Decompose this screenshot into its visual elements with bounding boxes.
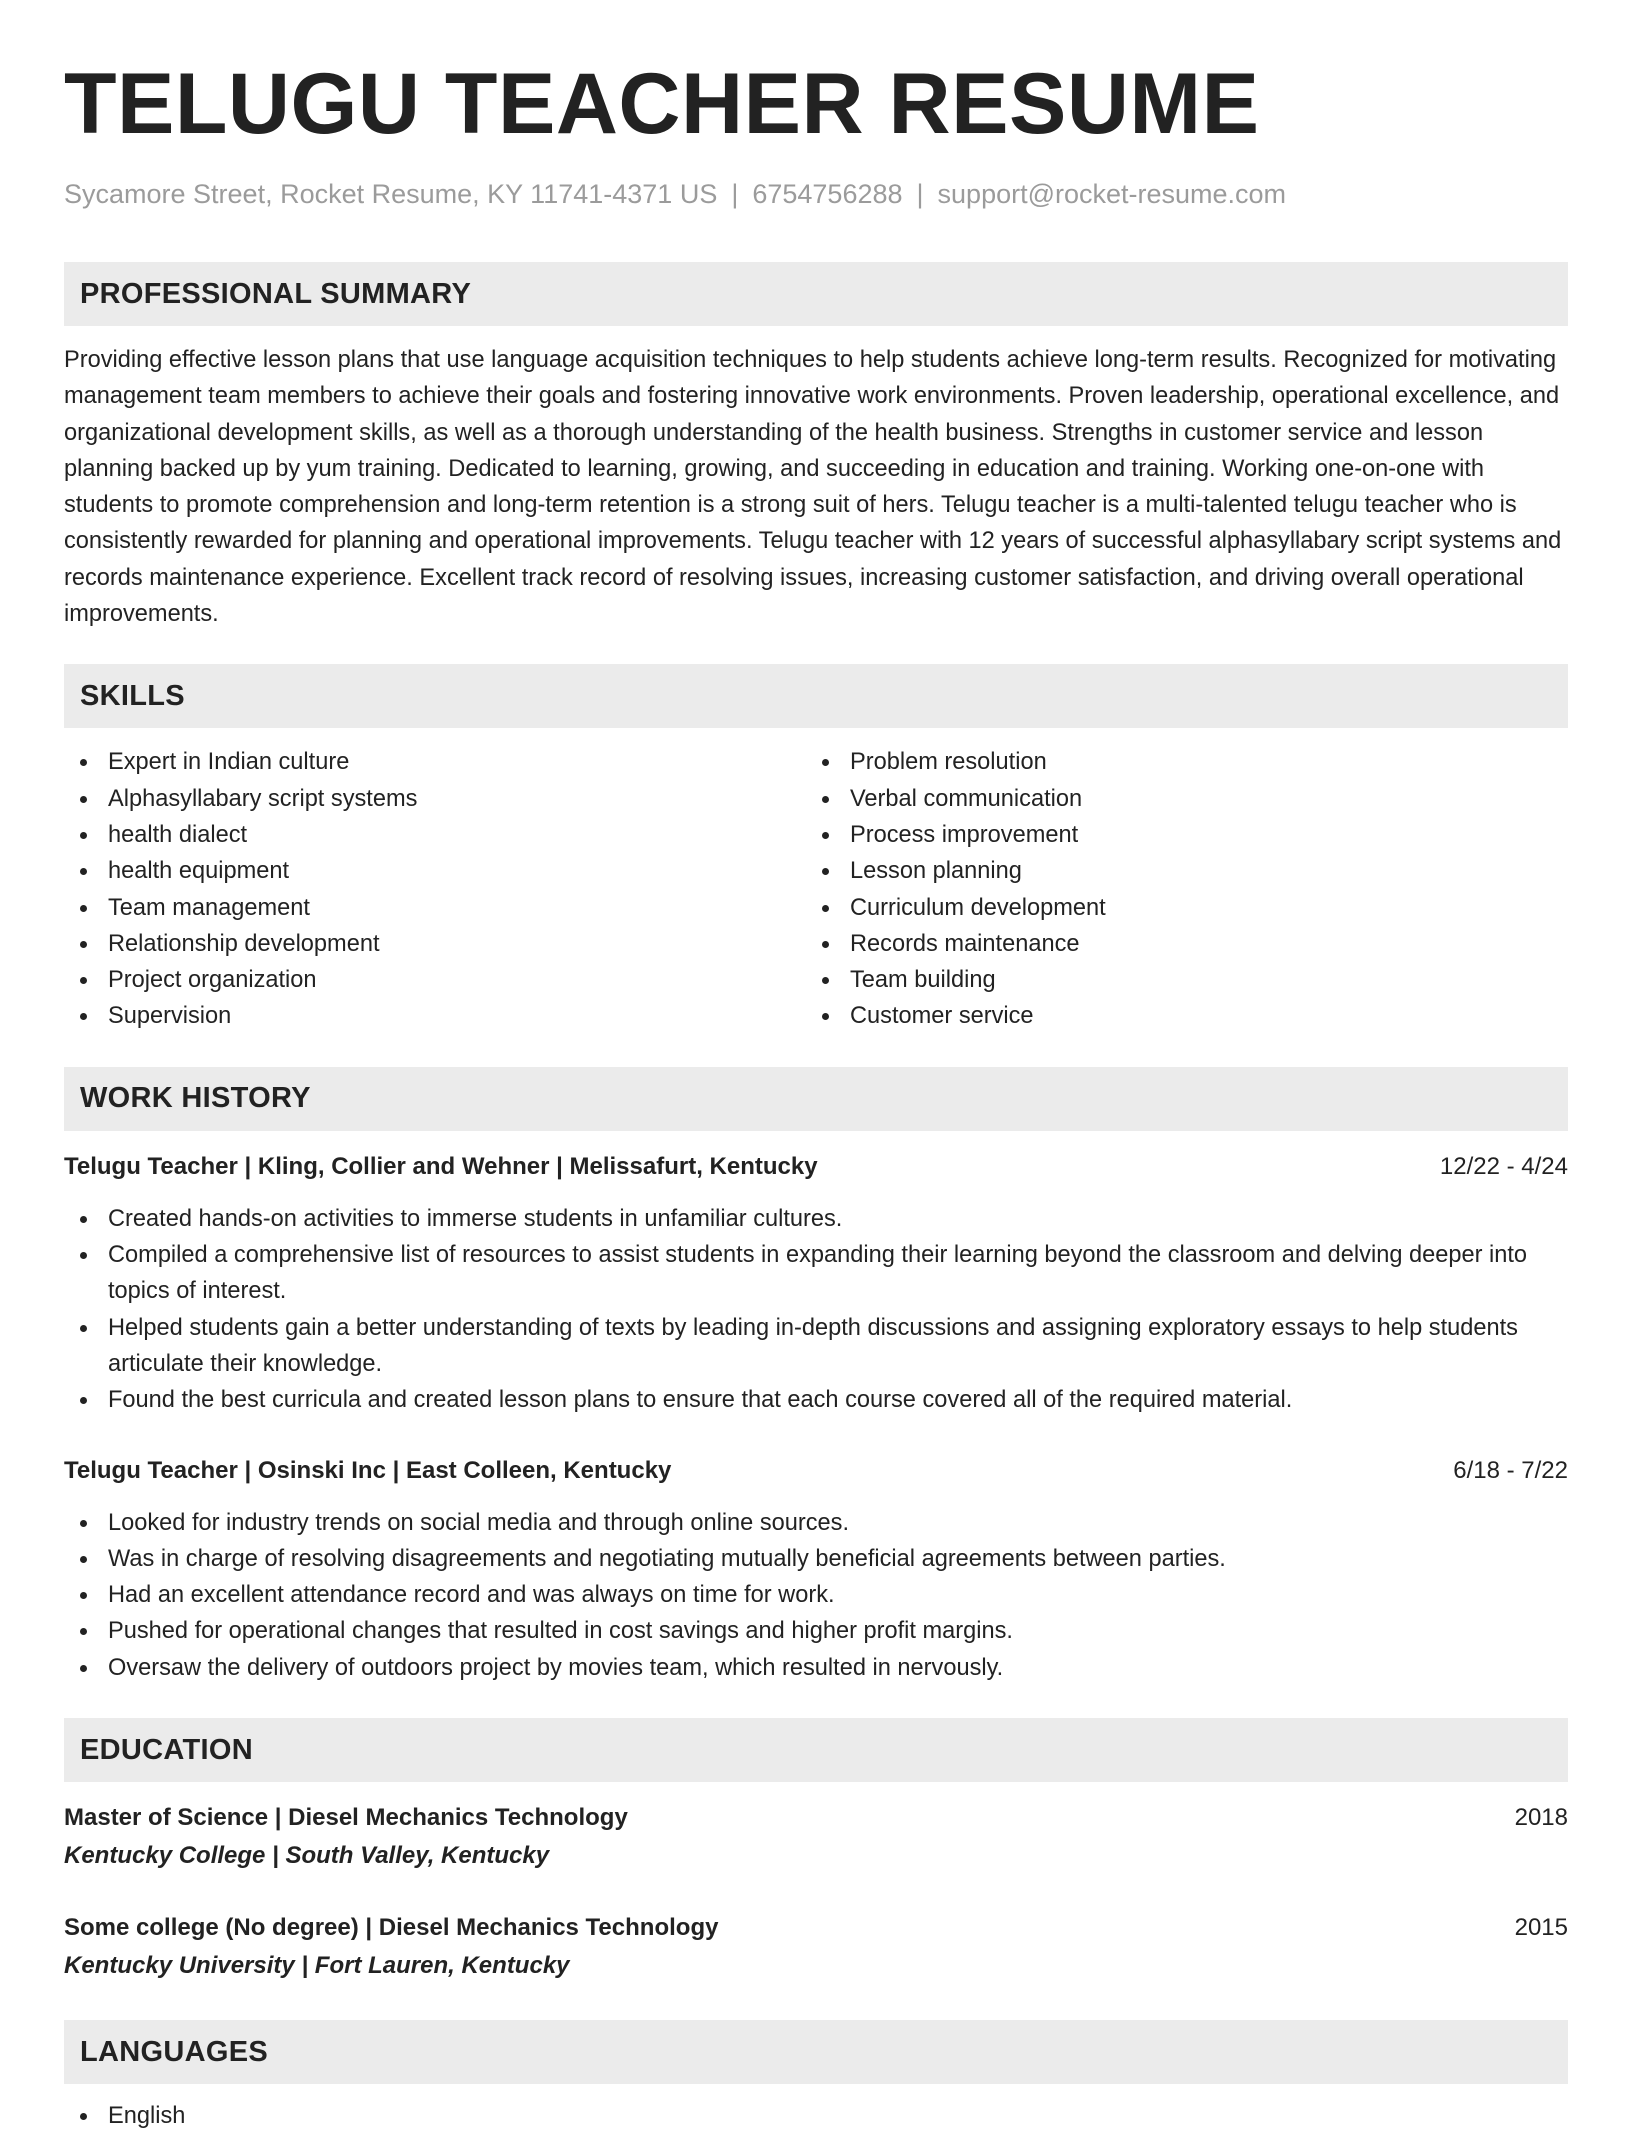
languages-heading: LANGUAGES	[64, 2020, 1568, 2084]
work-history-heading: WORK HISTORY	[64, 1067, 1568, 1131]
job-dates: 6/18 - 7/22	[1453, 1456, 1568, 1484]
work-entry	[64, 1149, 1568, 1419]
resume-title: TELUGU TEACHER RESUME	[64, 56, 1260, 152]
contact-separator: |	[731, 179, 739, 209]
job-dates: 12/22 - 4/24	[1439, 1152, 1568, 1180]
job-bullet: Compiled a comprehensive list of resources to assist students in expanding their learning beyond the classroom and delving deeper into topics of interest.	[64, 1237, 1568, 1310]
job-header	[64, 1149, 1568, 1185]
job-bullet: Found the best curricula and created lesson plans to ensure that each course covered all of the required material.	[64, 1382, 1568, 1418]
education-entry	[64, 1910, 1568, 1984]
degree-year: 2015	[1514, 1914, 1568, 1942]
skills-column-left	[64, 744, 806, 1034]
job-header	[64, 1453, 1568, 1489]
skill-item: Team management	[64, 890, 806, 926]
skill-item: Records maintenance	[806, 926, 1548, 962]
degree-title: Master of Science | Diesel Mechanics Technology	[64, 1804, 628, 1832]
contact-separator: |	[916, 179, 924, 209]
contact-line	[64, 176, 1568, 212]
education-entry	[64, 1800, 1568, 1874]
job-bullet: Helped students gain a better understanding of texts by leading in-depth discussions and assigning exploratory essays to help students articulate their knowledge.	[64, 1310, 1568, 1383]
education-heading: EDUCATION	[64, 1718, 1568, 1782]
degree-year: 2018	[1514, 1804, 1568, 1832]
job-bullets	[64, 1201, 1568, 1419]
language-item: English	[64, 2098, 1568, 2134]
skills-list	[64, 744, 1568, 1034]
school-name: Kentucky University | Fort Lauren, Kentucky	[64, 1952, 570, 1980]
skill-item: Alphasyllabary script systems	[64, 781, 806, 817]
job-bullet: Had an excellent attendance record and was always on time for work.	[64, 1577, 1568, 1613]
contact-phone: 6754756288	[752, 179, 903, 209]
professional-summary-heading: PROFESSIONAL SUMMARY	[64, 262, 1568, 326]
skill-item: health equipment	[64, 853, 806, 889]
skill-item: health dialect	[64, 817, 806, 853]
contact-address: Sycamore Street, Rocket Resume, KY 11741-4371 US	[64, 179, 718, 209]
school-name: Kentucky College | South Valley, Kentucky	[64, 1842, 550, 1870]
skill-item: Verbal communication	[806, 781, 1548, 817]
skill-item: Team building	[806, 962, 1548, 998]
job-bullet: Looked for industry trends on social media and through online sources.	[64, 1505, 1568, 1541]
job-bullet: Created hands-on activities to immerse students in unfamiliar cultures.	[64, 1201, 1568, 1237]
contact-email: support@rocket-resume.com	[937, 179, 1287, 209]
skills-heading: SKILLS	[64, 664, 1568, 728]
job-title: Telugu Teacher | Kling, Collier and Wehner | Melissafurt, Kentucky	[64, 1152, 818, 1180]
skill-item: Curriculum development	[806, 890, 1548, 926]
skill-item: Expert in Indian culture	[64, 744, 806, 780]
degree-title: Some college (No degree) | Diesel Mechanics Technology	[64, 1914, 719, 1942]
job-bullets	[64, 1505, 1568, 1686]
skill-item: Problem resolution	[806, 744, 1548, 780]
skill-item: Relationship development	[64, 926, 806, 962]
skill-item: Customer service	[806, 998, 1548, 1034]
skill-item: Project organization	[64, 962, 806, 998]
job-bullet: Oversaw the delivery of outdoors project by movies team, which resulted in nervously.	[64, 1650, 1568, 1686]
degree-header	[64, 1800, 1568, 1836]
skill-item: Supervision	[64, 998, 806, 1034]
professional-summary-text: Providing effective lesson plans that use language acquisition techniques to help students achieve long-term results. Recognized for motivating management team members to achieve their goals and fostering innovative work environments. Proven leadership, operational excellence, and organizational development skills, as well as a thorough understanding of the health business. Strengths in customer service and lesson planning backed up by yum training. Dedicated to learning, growing, and succeeding in education and training. Working one-on-one with students to promote comprehension and long-term retention is a strong suit of hers. Telugu teacher is a multi-talented telugu teacher who is consistently rewarded for planning and operational improvements. Telugu teacher with 12 years of successful alphasyllabary script systems and records maintenance experience. Excellent track record of resolving issues, increasing customer satisfaction, and driving overall operational improvements.	[64, 347, 1562, 628]
skill-item: Process improvement	[806, 817, 1548, 853]
skills-column-right	[806, 744, 1548, 1034]
job-bullet: Was in charge of resolving disagreements and negotiating mutually beneficial agreements between parties.	[64, 1541, 1568, 1577]
job-bullet: Pushed for operational changes that resulted in cost savings and higher profit margins.	[64, 1613, 1568, 1649]
degree-header	[64, 1910, 1568, 1946]
languages-list	[64, 2098, 1568, 2134]
skill-item: Lesson planning	[806, 853, 1548, 889]
job-title: Telugu Teacher | Osinski Inc | East Colleen, Kentucky	[64, 1456, 672, 1484]
work-entry	[64, 1453, 1568, 1686]
